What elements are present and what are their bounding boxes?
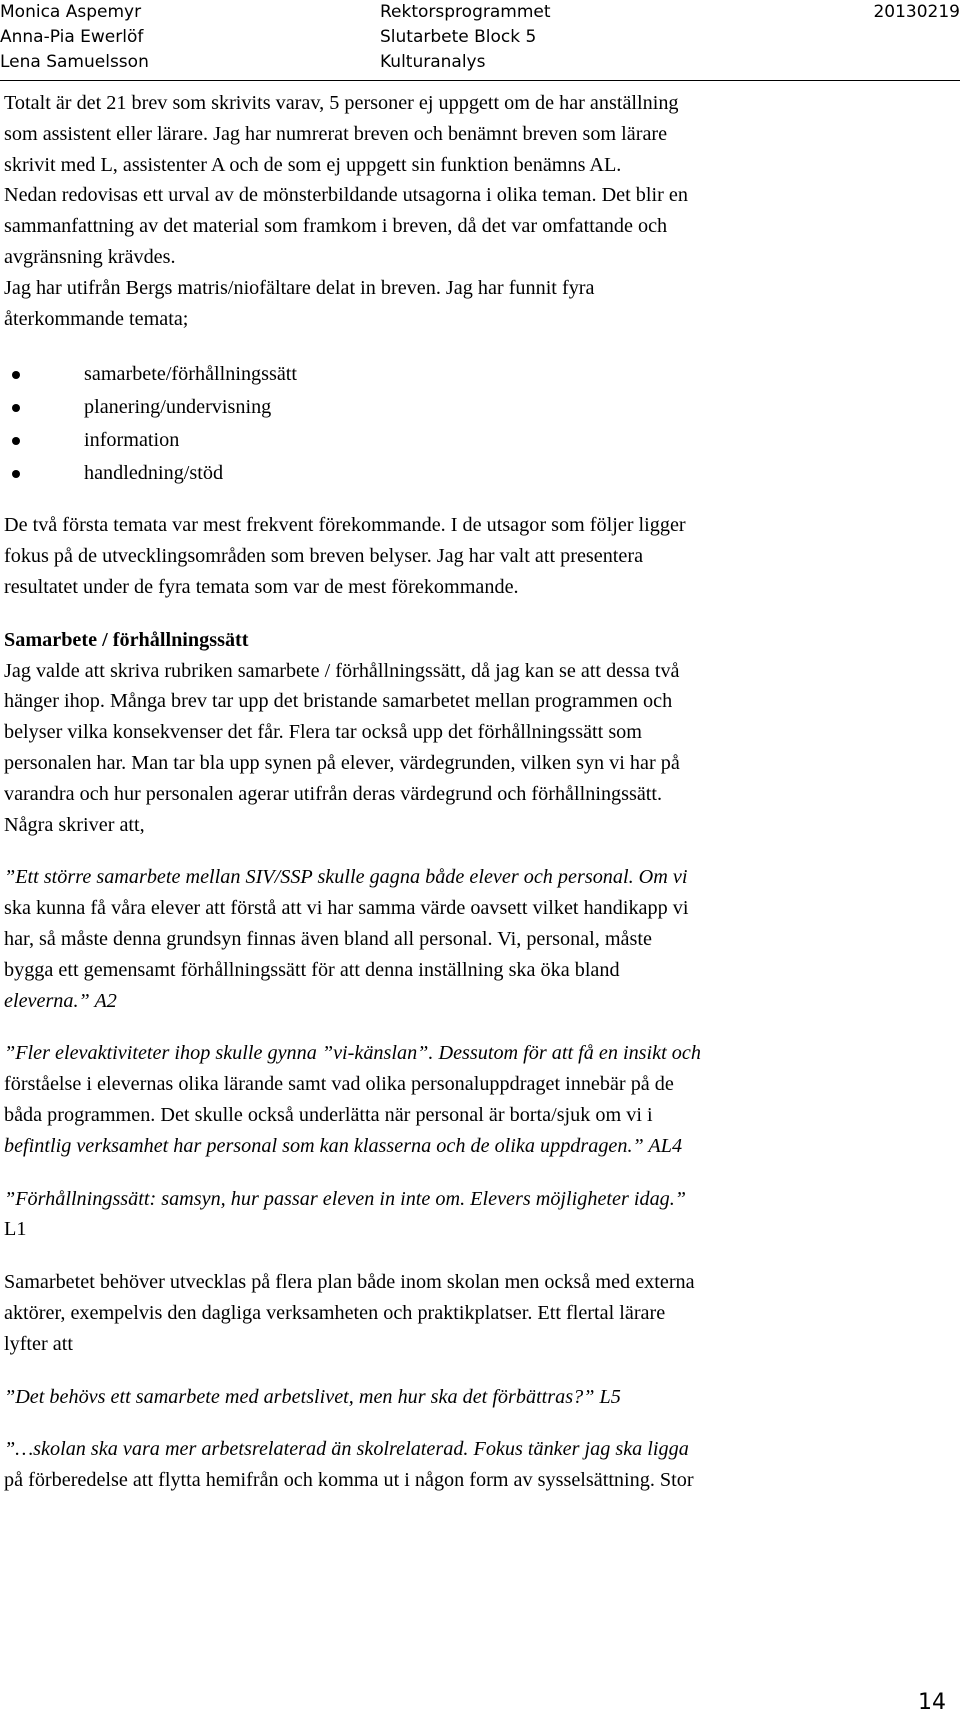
bullet-icon (12, 437, 20, 445)
quote-block (4, 1038, 952, 1161)
quote-line: ”Fler elevaktiviteter ihop skulle gynna ”vi-känslan”. Dessutom för att få en insikt och (4, 1042, 701, 1065)
page-number: 14 (918, 1690, 946, 1715)
paragraph-intro (4, 88, 952, 334)
quote-line: förståelse i elevernas olika lärande samt vad olika personaluppdraget innebär på de (4, 1073, 674, 1096)
text-line: skrivit med L, assistenter A och de som ej uppgett sin funktion benämns AL. (4, 153, 622, 176)
quote-block (4, 1184, 952, 1246)
text-line: fokus på de utvecklingsområden som breven belyser. Jag har valt att presentera (4, 545, 644, 568)
quote-line: ska kunna få våra elever att förstå att vi har samma värde oavsett vilket handikapp vi (4, 897, 689, 920)
header-author: Anna-Pia Ewerlöf (0, 27, 144, 47)
text-line: Jag har utifrån Bergs matris/niofältare delat in breven. Jag har funnit fyra (4, 276, 595, 299)
quote-line: ”Förhållningssätt: samsyn, hur passar eleven in inte om. Elevers möjligheter idag.” (4, 1187, 687, 1210)
quote-line: befintlig verksamhet har personal som kan klasserna och de olika uppdragen.” AL4 (4, 1134, 683, 1157)
header-date: 20130219 (873, 2, 960, 22)
text-line: belyser vilka konsekvenser det får. Flera tar också upp det förhållningssätt som (4, 721, 642, 744)
text-line: De två första temata var mest frekvent förekommande. I de utsagor som följer ligger (4, 514, 686, 537)
text-line: Några skriver att, (4, 813, 145, 836)
text-line: lyfter att (4, 1332, 73, 1355)
paragraph-collaboration (4, 1267, 952, 1359)
quote-line: ”Det behövs ett samarbete med arbetslivet, men hur ska det förbättras?” L5 (4, 1385, 621, 1408)
list-item: information (4, 424, 952, 457)
header-author: Monica Aspemyr (0, 2, 142, 22)
bullet-icon (12, 470, 20, 478)
page-header (0, 0, 960, 80)
text-line: sammanfattning av det material som framkom i breven, då det var omfattande och (4, 215, 668, 238)
bullet-icon (12, 371, 20, 379)
quote-line: på förberedelse att flytta hemifrån och komma ut i någon form av sysselsättning. Stor (4, 1469, 694, 1492)
quote-line: eleverna.” A2 (4, 989, 117, 1012)
header-course-line: Rektorsprogrammet (380, 2, 551, 22)
theme-list (4, 358, 952, 490)
list-item: handledning/stöd (4, 457, 952, 490)
list-item: samarbete/förhållningssätt (4, 358, 952, 391)
list-item: planering/undervisning (4, 391, 952, 424)
section-heading: Samarbete / förhållningssätt (4, 628, 249, 651)
text-line: återkommande temata; (4, 307, 189, 330)
paragraph-summary (4, 510, 952, 602)
header-authors (0, 0, 149, 75)
header-course-line: Kulturanalys (380, 52, 486, 72)
text-line: personalen har. Man tar bla upp synen på elever, värdegrunden, vilken syn vi har på (4, 751, 680, 774)
document-body (4, 88, 952, 1496)
quote-line: L1 (4, 1218, 27, 1241)
header-author: Lena Samuelsson (0, 52, 149, 72)
text-line: Totalt är det 21 brev som skrivits varav, 5 personer ej uppgett om de har anställning (4, 92, 679, 114)
bullet-icon (12, 404, 20, 412)
header-course-line: Slutarbete Block 5 (380, 27, 537, 47)
quote-block (4, 862, 952, 1016)
text-line: Samarbetet behöver utvecklas på flera plan både inom skolan men också med externa (4, 1271, 695, 1294)
text-line: resultatet under de fyra temata som var de mest förekommande. (4, 575, 519, 598)
quote-line: har, så måste denna grundsyn finnas även bland all personal. Vi, personal, måste (4, 927, 652, 950)
quote-block (4, 1434, 952, 1496)
quote-line: bygga ett gemensamt förhållningssätt för att denna inställning ska öka bland (4, 958, 620, 981)
text-line: avgränsning krävdes. (4, 245, 176, 268)
text-line: aktörer, exempelvis den dagliga verksamheten och praktikplatser. Ett flertal lärare (4, 1301, 666, 1324)
text-line: varandra och hur personalen agerar utifrån deras värdegrund och förhållningssätt. (4, 782, 663, 805)
header-divider (0, 80, 960, 81)
text-line: Nedan redovisas ett urval av de mönsterbildande utsagorna i olika teman. Det blir en (4, 184, 688, 207)
text-line: som assistent eller lärare. Jag har numrerat breven och benämnt breven som lärare (4, 122, 668, 145)
paragraph-section (4, 656, 952, 841)
text-line: Jag valde att skriva rubriken samarbete / förhållningssätt, då jag kan se att dessa två (4, 659, 680, 682)
quote-line: ”Ett större samarbete mellan SIV/SSP skulle gagna både elever och personal. Om vi (4, 866, 688, 889)
text-line: hänger ihop. Många brev tar upp det bristande samarbetet mellan programmen och (4, 690, 673, 713)
header-course (380, 0, 551, 75)
quote-line: ”…skolan ska vara mer arbetsrelaterad än skolrelaterad. Fokus tänker jag ska ligga (4, 1438, 689, 1461)
quote-line: båda programmen. Det skulle också underlätta när personal är borta/sjuk om vi i (4, 1103, 653, 1126)
quote-block (4, 1382, 952, 1413)
